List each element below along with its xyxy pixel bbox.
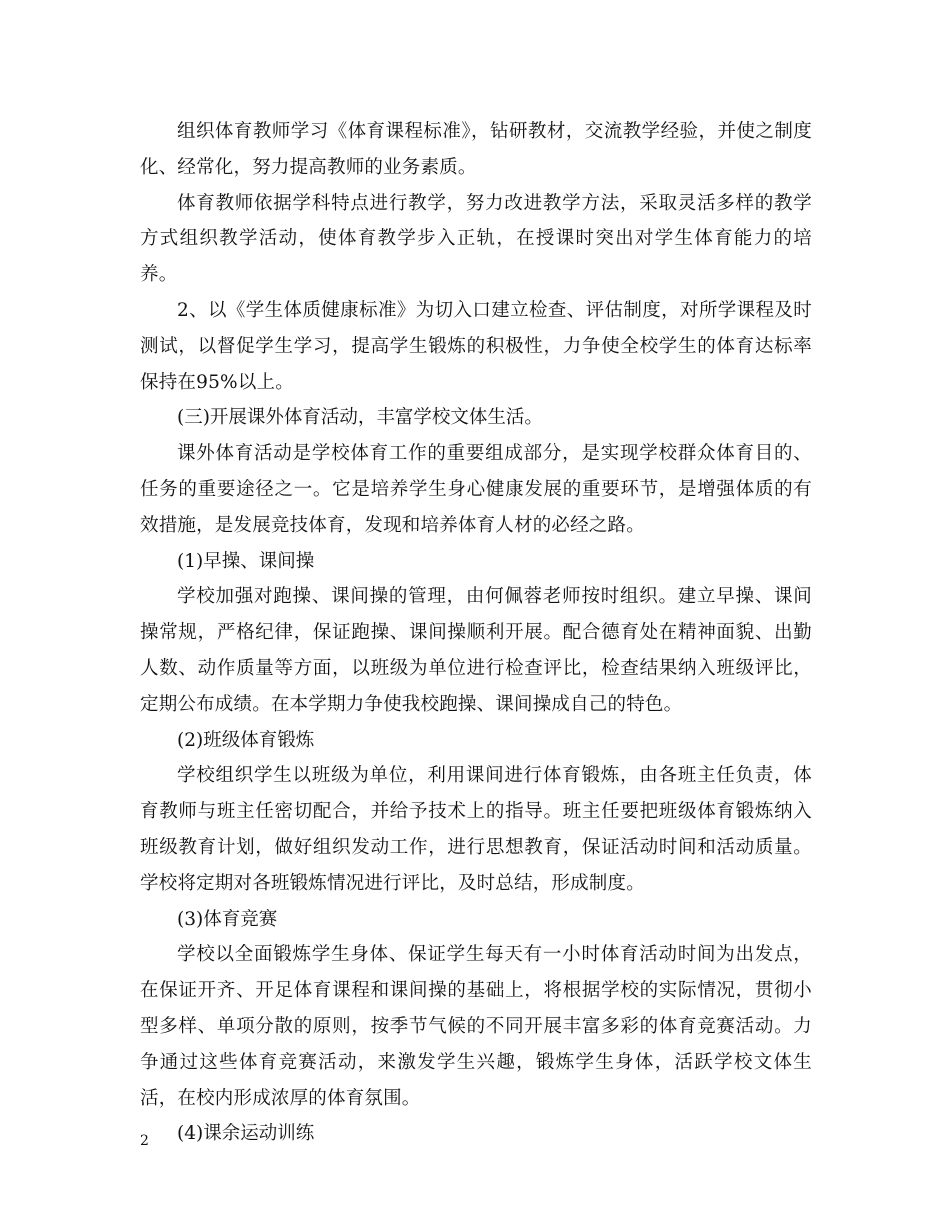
para-teacher-study: 组织体育教师学习《体育课程标准》，钻研教材，交流教学经验，并使之制度化、经常化，努力提高教师的业务素质。 [140,121,812,178]
page-number: 2 [140,1133,149,1149]
para-class-exercise: 学校组织学生以班级为单位，利用课间进行体育锻炼，由各班主任负责，体育教师与班主任密切配合，并给予技术上的指导。班主任要把班级体育锻炼纳入班级教育计划，做好组织发动工作，进行思想教育，保证活动时间和活动质量。学校将定期对各班锻炼情况进行评比，及时总结，形成制度。 [140,765,812,894]
heading-item-2: (2)班级体育锻炼 [177,729,315,751]
heading-item-4: (4)课余运动训练 [177,1123,315,1145]
para-teaching-methods: 体育教师依据学科特点进行教学，努力改进教学方法，采取灵活多样的教学方式组织教学活动，使体育教学步入正轨，在授课时突出对学生体育能力的培养。 [140,192,812,286]
para-item-2-standards: 2、以《学生体质健康标准》为切入口建立检查、评估制度，对所学课程及时测试，以督促学生学习，提高学生锻炼的积极性，力争使全校学生的体育达标率保持在95%以上。 [140,299,812,393]
heading-item-1: (1)早操、课间操 [177,550,315,572]
heading-section-3: (三)开展课外体育活动，丰富学校文体生活。 [177,407,543,429]
para-competitions: 学校以全面锻炼学生身体、保证学生每天有一小时体育活动时间为出发点，在保证开齐、开足体育课程和课间操的基础上，将根据学校的实际情况，贯彻小型多样、单项分散的原则，按季节气候的不同开展丰富多彩的体育竞赛活动。力争通过这些体育竞赛活动，来激发学生兴趣，锻炼学生身体，活跃学校文体生活，在校内形成浓厚的体育氛围。 [140,944,812,1109]
para-morning-exercise: 学校加强对跑操、课间操的管理，由何佩蓉老师按时组织。建立早操、课间操常规，严格纪律，保证跑操、课间操顺利开展。配合德育处在精神面貌、出勤人数、动作质量等方面，以班级为单位进行检查评比，检查结果纳入班级评比，定期公布成绩。在本学期力争使我校跑操、课间操成自己的特色。 [140,586,812,715]
para-extracurricular: 课外体育活动是学校体育工作的重要组成部分，是实现学校群众体育目的、任务的重要途径之一。它是培养学生身心健康发展的重要环节，是增强体质的有效措施，是发展竞技体育，发现和培养体育人材的必经之路。 [140,443,812,536]
document-body [140,114,812,1152]
heading-item-3: (3)体育竞赛 [177,908,278,930]
